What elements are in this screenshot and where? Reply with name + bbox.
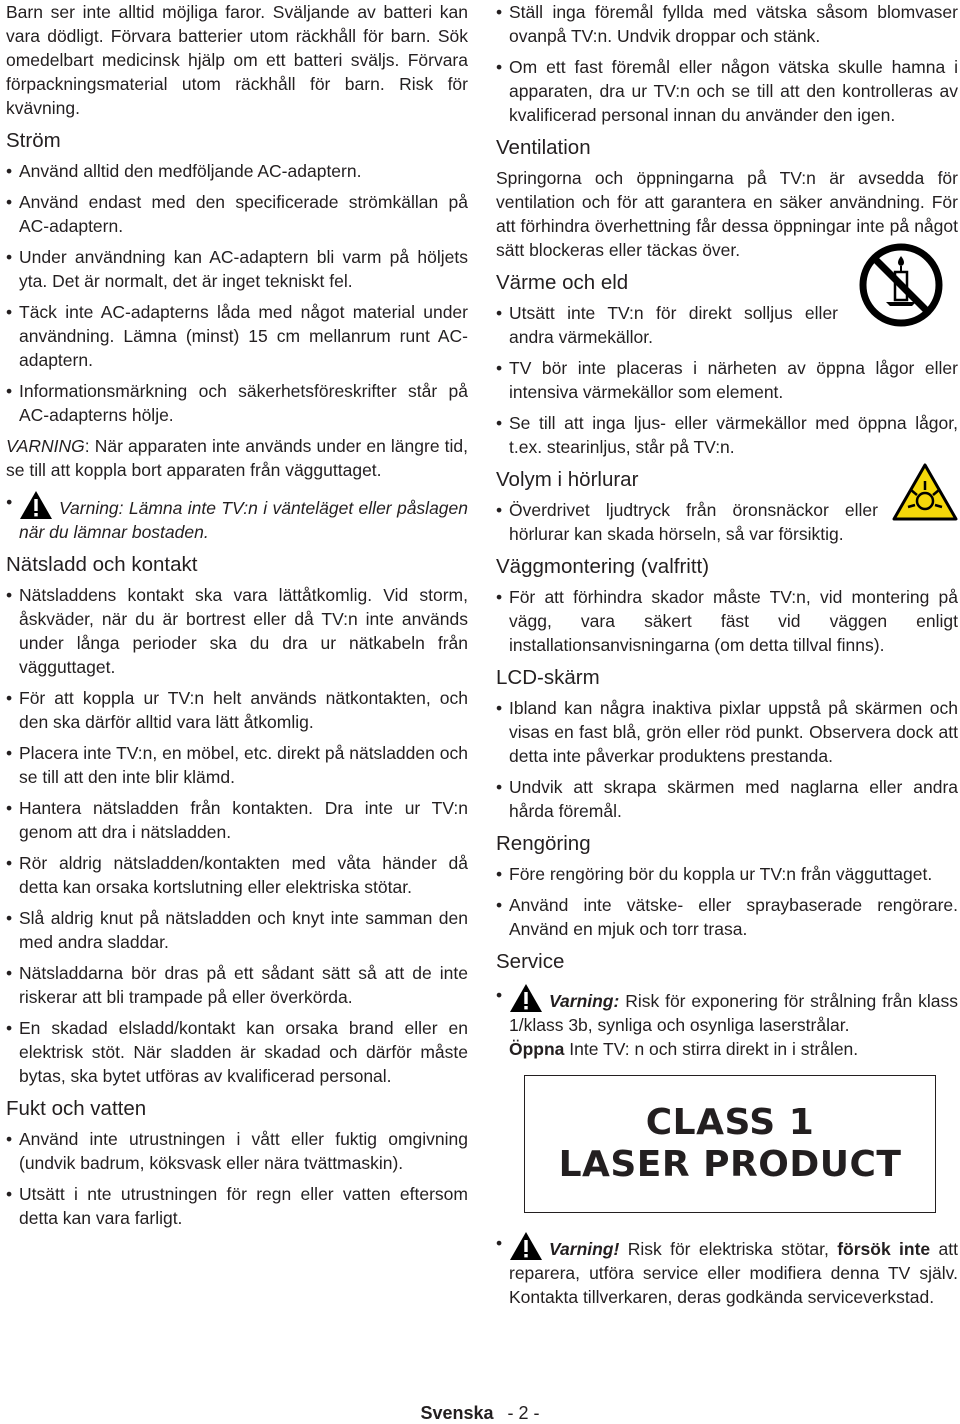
list-item: • Se till att inga ljus- eller värmekällor med öppna lågor, t.ex. stearinljus, står på TV:n. (496, 411, 958, 459)
list-item: • Ibland kan några inaktiva pixlar uppstå på skärmen och visas en fast blå, grön eller röd punkt. Observera dock att detta inte påverkar produktens prestanda. (496, 696, 958, 768)
warning-triangle-icon (509, 1231, 543, 1261)
heading-vagg: Väggmontering (valfritt) (496, 555, 710, 578)
fukt-list (6, 1127, 468, 1230)
volym-list (496, 498, 958, 546)
warning-triangle-icon (509, 983, 543, 1013)
heading-rengoring: Rengöring (496, 832, 591, 855)
battery-intro: Barn ser inte alltid möjliga faror. Sväljande av batteri kan vara dödligt. Förvara batterier utom räckhåll för barn. Sök omedelbart medicinsk hjälp om ett batteri sväljs. Förvara förpackningsmaterial utom räckhåll för barn. Risk för kvävning. (6, 2, 468, 118)
heading-natsladd: Nätsladd och kontakt (6, 553, 198, 576)
varning-label: VARNING (6, 436, 85, 456)
list-item: • Placera inte TV:n, en möbel, etc. direkt på nätsladden och se till att den inte blir klämd. (6, 741, 468, 789)
list-item: • För att förhindra skador måste TV:n, vid montering på vägg, vara säkert fäst vid väggen enligt installationsanvisningarna (om detta tillval finns). (496, 585, 958, 657)
strom-list (6, 159, 468, 427)
shock-bold: försök inte (837, 1239, 931, 1259)
liquid-list (496, 0, 958, 127)
shock-warning-item (496, 1231, 958, 1309)
list-item: • Nätsladdarna bör dras på ett sådant sätt så att de inte riskerar att bli trampade på eller överkörda. (6, 961, 468, 1009)
list-item: • TV bör inte placeras i närheten av öppna lågor eller intensiva värmekällor som element. (496, 356, 958, 404)
standby-warning-list (6, 490, 468, 544)
service-list (496, 983, 958, 1061)
list-item: • Använd inte utrustningen i vått eller fuktig omgivning (undvik badrum, köksvask eller nära tvättmaskin). (6, 1127, 468, 1175)
standby-warning-item (6, 490, 468, 544)
page-footer (0, 1403, 960, 1424)
list-item: • Under användning kan AC-adaptern bli varm på höljets yta. Det är normalt, det är inget tekniskt fel. (6, 245, 468, 293)
heading-lcd: LCD-skärm (496, 666, 600, 689)
varme-section (496, 270, 958, 459)
heading-ventilation: Ventilation (496, 136, 591, 159)
footer-language: Svenska (420, 1403, 494, 1423)
warning-triangle-icon (19, 490, 53, 520)
shock-warning-label: Varning! (549, 1239, 620, 1259)
list-item: • Använd endast med den specificerade strömkällan på AC-adaptern. (6, 190, 468, 238)
varme-list (496, 301, 958, 459)
list-item: • Använd inte vätske- eller spraybaserade rengörare. Använd en mjuk och torr trasa. (496, 893, 958, 941)
left-column (6, 0, 468, 1237)
list-item: • Före rengöring bör du koppla ur TV:n från vägguttaget. (496, 862, 958, 886)
shock-text-1: Risk för elektriska stötar, (619, 1239, 838, 1259)
heading-fukt: Fukt och vatten (6, 1097, 147, 1120)
list-item: • Ställ inga föremål fyllda med vätska såsom blomvaser ovanpå TV:n. Undvik droppar och stänk. (496, 0, 958, 48)
laser-class-label (524, 1075, 936, 1213)
right-column (496, 0, 958, 1316)
list-item: • Undvik att skrapa skärmen med naglarna eller andra hårda föremål. (496, 775, 958, 823)
shock-list (496, 1231, 958, 1309)
list-item: • En skadad elsladd/kontakt kan orsaka brand eller en elektrisk stöt. När sladden är skadad och därför måste bytas, ska bytet utföras av kvalificerad personal. (6, 1016, 468, 1088)
standby-text: : Lämna inte TV:n i vänteläget eller påslagen när du lämnar bostaden. (19, 498, 468, 542)
laser-open-text: Inte TV: n och stirra direkt in i strålen. (564, 1039, 859, 1059)
laser-warning-item (496, 983, 958, 1061)
ventilation-text: Springorna och öppningarna på TV:n är avsedda för ventilation och för att garantera en säker användning. För att förhindra överhettning får dessa öppningar inte på något sätt blockeras eller täckas över. (496, 168, 958, 260)
laser-class-line1: CLASS 1 (645, 1102, 815, 1143)
vagg-list (496, 585, 958, 657)
natsladd-list (6, 583, 468, 1088)
laser-warning-text: Risk för exponering för strålning från klass 1/klass 3b, synliga och osynliga laserstrålar. (509, 991, 958, 1035)
list-item: • Utsätt inte TV:n för direkt solljus eller andra värmekällor. (496, 301, 958, 349)
rengoring-list (496, 862, 958, 941)
list-item: • Nätsladdens kontakt ska vara lättåtkomlig. Vid storm, åskväder, när du är bortrest eller då TV:n inte används under långa perioder ska du dra ur nätkabeln från vägguttaget. (6, 583, 468, 679)
shock-text-2: att reparera, utföra service eller modifiera denna TV själv. Kontakta tillverkaren, deras godkända serviceverkstad. (509, 1239, 958, 1307)
list-item: • Överdrivet ljudtryck från öronsnäckor eller hörlurar kan skada hörseln, så var försiktig. (496, 498, 958, 546)
laser-open-bold: Öppna (509, 1039, 565, 1059)
heading-service: Service (496, 950, 565, 973)
lcd-list (496, 696, 958, 823)
list-item: • Rör aldrig nätsladden/kontakten med våta händer då detta kan orsaka kortslutning eller elektriska stötar. (6, 851, 468, 899)
varning-paragraph (6, 434, 468, 482)
volym-section (496, 467, 958, 546)
standby-label: Varning (59, 498, 119, 518)
list-item: • Hantera nätsladden från kontakten. Dra inte ur TV:n genom att dra i nätsladden. (6, 796, 468, 844)
heading-strom: Ström (6, 129, 61, 152)
list-item: • För att koppla ur TV:n helt används nätkontakten, och den ska därför alltid vara lätt åtkomlig. (6, 686, 468, 734)
list-item: • Använd alltid den medföljande AC-adaptern. (6, 159, 468, 183)
laser-class-line2: LASER PRODUCT (558, 1144, 902, 1185)
list-item: • Om ett fast föremål eller någon vätska skulle hamna i apparaten, dra ur TV:n och se till att den kontrolleras av kvalificerad personal innan du använder den igen. (496, 55, 958, 127)
page-number: - 2 - (507, 1403, 540, 1423)
list-item: • Informationsmärkning och säkerhetsföreskrifter står på AC-adapterns hölje. (6, 379, 468, 427)
list-item: • Slå aldrig knut på nätsladden och knyt inte samman den med andra sladdar. (6, 906, 468, 954)
laser-warning-label: Varning: (549, 991, 620, 1011)
varning-text: : När apparaten inte används under en längre tid, se till att koppla bort apparaten från vägguttaget. (6, 436, 468, 480)
list-item: • Utsätt i nte utrustningen för regn eller vatten eftersom detta kan vara farligt. (6, 1182, 468, 1230)
heading-varme: Värme och eld (496, 271, 629, 294)
heading-volym: Volym i hörlurar (496, 468, 639, 491)
list-item: • Täck inte AC-adapterns låda med något material under användning. Lämna (minst) 15 cm mellanrum runt AC-adaptern. (6, 300, 468, 372)
